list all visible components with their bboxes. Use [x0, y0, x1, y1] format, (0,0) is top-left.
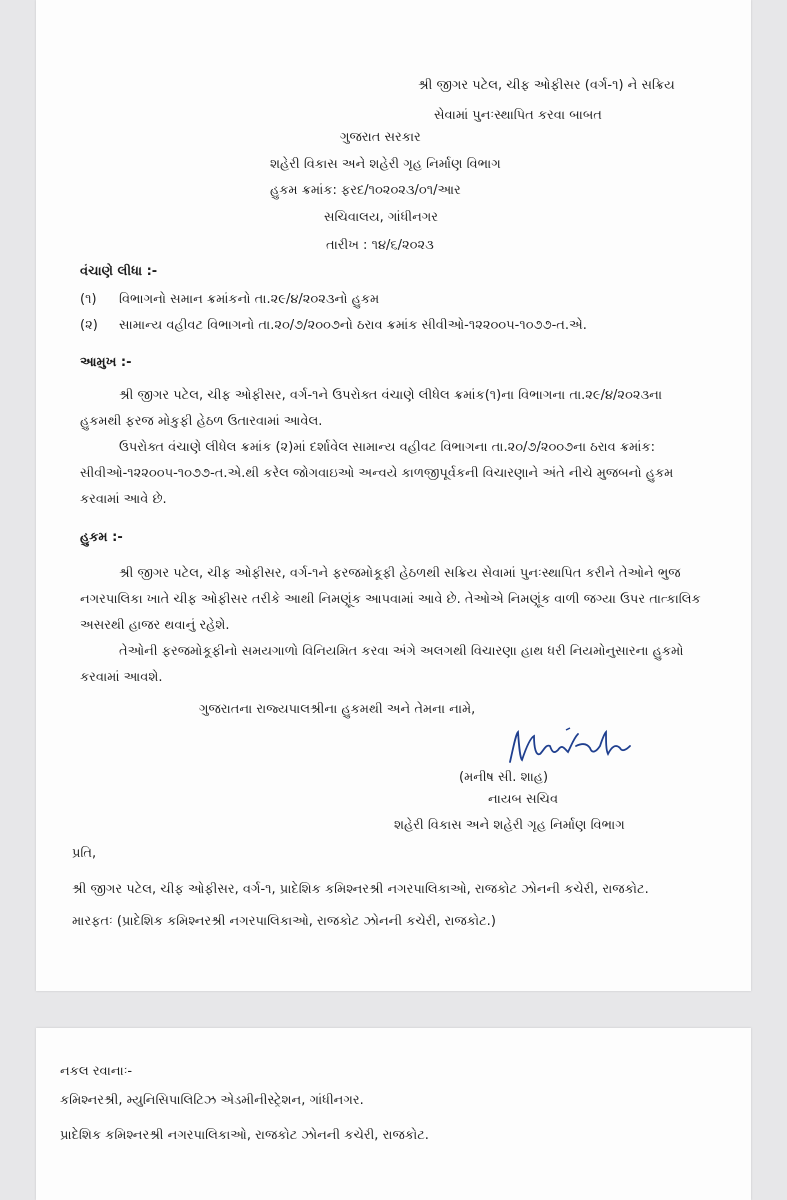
preamble-heading: આમુખ :-	[80, 355, 132, 370]
copy-page	[36, 1028, 751, 1200]
signatory-name: (મનીષ સી. શાહ)	[459, 770, 549, 785]
order-line: નગરપાલિકા ખાતે ચીફ ઓફીસર તરીકે આથી નિમણૂંક આપવામાં આવે છે. તેઓએ નિમણૂંક વાળી જગ્યા ઉપર તાત્કાલિક	[80, 592, 701, 607]
preamble-line: હુકમથી ફરજ મોકુફી હેઠળ ઉતારવામાં આવેલ.	[80, 414, 323, 429]
order-line: શ્રી જીગર પટેલ, ચીફ ઓફીસર, વર્ગ-૧ને ફરજમોકૂફી હેઠળથી સક્રિય સેવામાં પુનઃસ્થાપિત કરીને તેઓને ભુજ	[119, 566, 681, 581]
reference-text: વિભાગનો સમાન ક્રમાંકનો તા.૨૯/૪/૨૦૨૩નો હુકમ	[119, 292, 380, 307]
preamble-line: કરવામાં આવે છે.	[80, 492, 167, 507]
copy-line: પ્રાદેશિક કમિશ્નરશ્રી નગરપાલિકાઓ, રાજકોટ ઝોનની કચેરી, રાજકોટ.	[60, 1128, 429, 1143]
order-line: તેઓની ફરજમોકૂફીનો સમયગાળો વિનિયમિત કરવા અંગે અલગથી વિચારણા હાથ ધરી નિયમોનુસારના હુકમો	[119, 644, 684, 659]
department-name: શહેરી વિકાસ અને શહેરી ગૃહ નિર્માણ વિભાગ	[270, 157, 501, 172]
order-heading: હુકમ :-	[80, 530, 123, 545]
place: સચિવાલય, ગાંધીનગર	[324, 210, 438, 225]
signature	[506, 724, 636, 772]
subject-line-1: શ્રી જીગર પટેલ, ચીફ ઓફીસર (વર્ગ-૧) ને સક્રિય	[418, 78, 675, 93]
copy-line: કમિશ્નરશ્રી, મ્યુનિસિપાલિટિઝ એડમીનીસ્ટ્રેશન, ગાંધીનગર.	[60, 1093, 364, 1108]
subject-line-2: સેવામાં પુનઃસ્થાપિત કરવા બાબત	[434, 108, 602, 123]
reference-number: (૧)	[80, 292, 97, 307]
copy-heading: નકલ રવાનાઃ-	[60, 1064, 133, 1079]
government-name: ગુજરાત સરકાર	[340, 130, 421, 145]
to-address: શ્રી જીગર પટેલ, ચીફ ઓફીસર, વર્ગ-૧, પ્રાદેશિક કમિશ્નરશ્રી નગરપાલિકાઓ, રાજકોટ ઝોનની કચેરી, રાજકોટ.	[72, 882, 649, 897]
preamble-line: ઉપરોક્ત વંચાણે લીધેલ ક્રમાંક (૨)માં દર્શાવેલ સામાન્ય વહીવટ વિભાગના તા.૨૦/૭/૨૦૦૭ના ઠરાવ ક્રમાંક:	[119, 440, 655, 455]
preamble-line: શ્રી જીગર પટેલ, ચીફ ઓફીસર, વર્ગ-૧ને ઉપરોક્ત વંચાણે લીધેલ ક્રમાંક(૧)ના વિભાગના તા.૨૯/૪/૨૦૨૩ના	[119, 388, 663, 403]
references-heading: વંચાણે લીધા :-	[80, 264, 158, 279]
via-line: મારફતઃ (પ્રાદેશિક કમિશ્નરશ્રી નગરપાલિકાઓ, રાજકોટ ઝોનની કચેરી, રાજકોટ.)	[72, 914, 496, 929]
to-label: પ્રતિ,	[72, 846, 97, 861]
signatory-designation: નાયબ સચિવ	[488, 792, 559, 807]
order-line: અસરથી હાજર થવાનું રહેશે.	[80, 618, 230, 633]
signatory-department: શહેરી વિકાસ અને શહેરી ગૃહ નિર્માણ વિભાગ	[394, 818, 625, 833]
order-page	[36, 0, 751, 991]
order-number: હુકમ ક્રમાંક: ફરદ/૧૦૨૦૨૩/૦૧/આર	[270, 183, 461, 198]
reference-text: સામાન્ય વહીવટ વિભાગનો તા.૨૦/૭/૨૦૦૭નો ઠરાવ ક્રમાંક સીવીઓ-૧૨૨૦૦૫-૧૦૭૭-ત.એ.	[119, 318, 587, 333]
order-line: કરવામાં આવશે.	[80, 670, 163, 685]
reference-number: (૨)	[80, 318, 98, 333]
order-date: તારીખ : ૧૪/૬/૨૦૨૩	[326, 238, 434, 253]
preamble-line: સીવીઓ-૧૨૨૦૦૫-૧૦૭૭-ત.એ.થી કરેલ જોગવાઇઓ અન્વયે કાળજીપૂર્વકની વિચારણાને અંતે નીચે મુજબનો હુકમ	[80, 466, 674, 481]
authority-line: ગુજરાતના રાજ્યપાલશ્રીના હુકમથી અને તેમના નામે,	[199, 702, 476, 717]
